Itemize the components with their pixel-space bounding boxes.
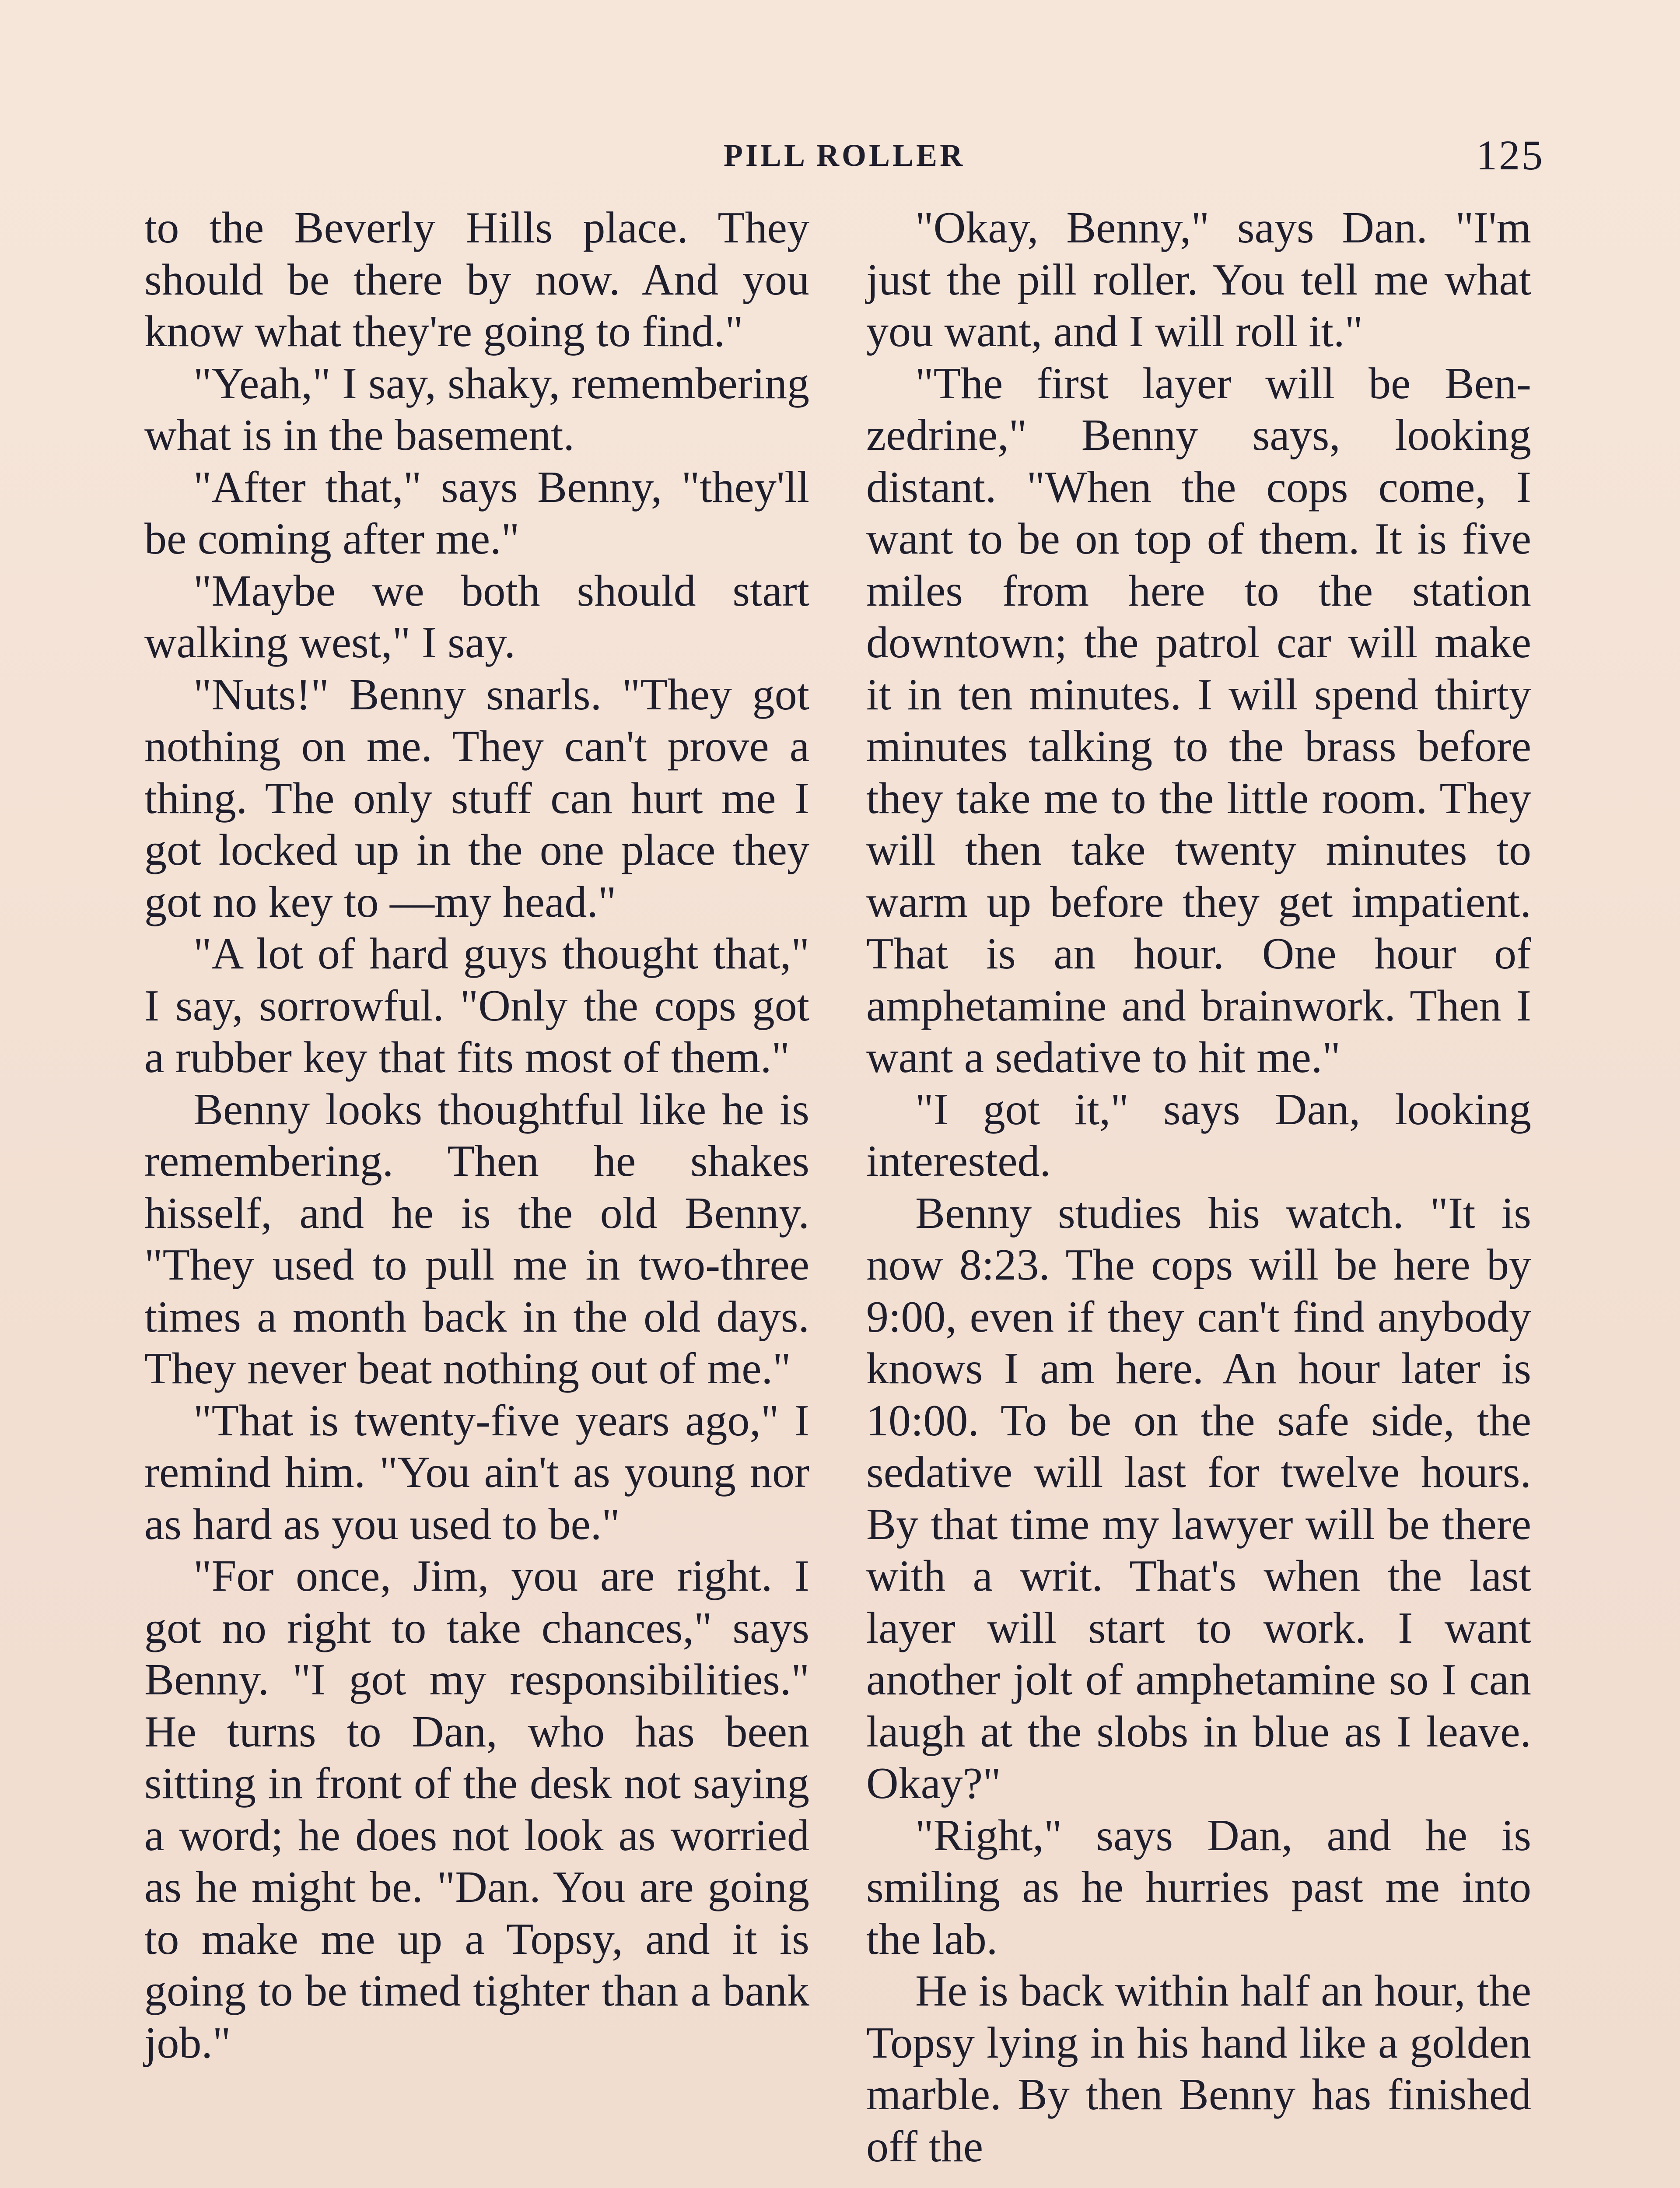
paragraph: Benny looks thoughtful like he is remembering. Then he shakes hisself, and he is the old Benny. "They used to pull me in two-three times a month back in the old days. They never beat nothing out of me."	[144, 1084, 809, 1393]
paragraph: "For once, Jim, you are right. I got no right to take chances," says Benny. "I got my responsibilities." He turns to Dan, who has been sitting in front of the desk not saying a word; he does not look as worried as he might be. "Dan. You are going to make me up a Topsy, and it is going to be timed tighter than a bank job."	[144, 1551, 809, 2068]
paragraph: "The first layer will be Benzedrine," Benny says, looking distant. "When the cops come, I want to be on top of them. It is five miles from here to the station downtown; the patrol car will make it in ten minutes. I will spend thirty minutes talking to the brass before they take me to the little room. They will then take twenty minutes to warm up before they get impatient. That is an hour. One hour of amphetamine and brainwork. Then I want a sedative to hit me."	[866, 358, 1531, 1082]
paragraph: "That is twenty-five years ago," I remind him. "You ain't as young nor as hard as you used to be."	[144, 1396, 809, 1549]
paragraph: "Right," says Dan, and he is smiling as he hurries past me into the lab.	[866, 1810, 1531, 1964]
paragraph: Benny studies his watch. "It is now 8:23. The cops will be here by 9:00, even if they can't find anybody knows I am here. An hour later is 10:00. To be on the safe side, the sedative will last for twelve hours. By that time my lawyer will be there with a writ. That's when the last layer will start to work. I want another jolt of amphetamine so I can laugh at the slobs in blue as I leave. Okay?"	[866, 1188, 1531, 1808]
paragraph: "Okay, Benny," says Dan. "I'm just the pill roller. You tell me what you want, and I will roll it."	[866, 203, 1531, 356]
paragraph: "I got it," says Dan, looking interested.	[866, 1084, 1531, 1186]
paragraph: "Nuts!" Benny snarls. "They got nothing on me. They can't prove a thing. The only stuff can hurt me I got locked up in the one place they got no key to —my head."	[144, 670, 809, 927]
running-title: PILL ROLLER	[723, 138, 966, 173]
paragraph: "Yeah," I say, shaky, remembering what is in the basement.	[144, 358, 809, 460]
paragraph: "Maybe we both should start walking west," I say.	[144, 566, 809, 667]
left-column	[144, 202, 809, 2069]
paragraph: "After that," says Benny, "they'll be coming after me."	[144, 462, 809, 564]
right-column	[866, 202, 1531, 2173]
paragraph: "A lot of hard guys thought that," I say, sorrowful. "Only the cops got a rubber key that fits most of them."	[144, 929, 809, 1082]
page-number: 125	[1476, 132, 1544, 179]
paragraph: to the Beverly Hills place. They should be there by now. And you know what they're going to find."	[144, 203, 809, 356]
running-head	[144, 131, 1544, 179]
paragraph: He is back within half an hour, the Topsy lying in his hand like a golden marble. By then Benny has finished off the	[866, 1966, 1531, 2171]
